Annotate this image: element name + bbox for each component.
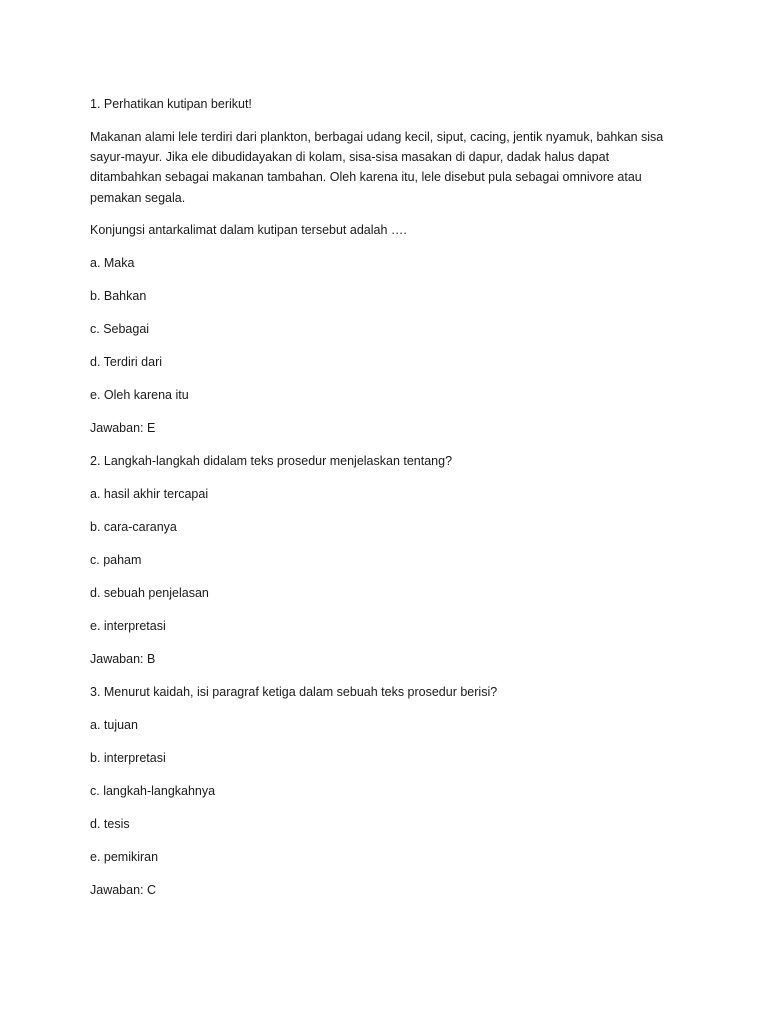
question-1-option-d: d. Terdiri dari	[90, 354, 163, 369]
passage-line: pemakan segala.	[90, 190, 186, 205]
question-3-option-d: d. tesis	[90, 816, 130, 831]
question-2-answer: Jawaban: B	[90, 651, 156, 666]
question-3-option-b: b. interpretasi	[90, 750, 166, 765]
question-2-option-e: e. interpretasi	[90, 618, 166, 633]
question-1-prompt: 1. Perhatikan kutipan berikut!	[90, 97, 252, 111]
question-2-option-a: a. hasil akhir tercapai	[90, 486, 209, 501]
question-3-prompt: 3. Menurut kaidah, isi paragraf ketiga dalam sebuah teks prosedur berisi?	[90, 684, 498, 699]
passage-line: ditambahkan sebagai makanan tambahan. Oleh karena itu, lele disebut pula sebagai omnivore atau	[90, 170, 642, 185]
question-1-option-a: a. Maka	[90, 255, 135, 270]
question-2-option-b: b. cara-caranya	[90, 519, 177, 534]
passage-line: Makanan alami lele terdiri dari plankton, berbagai udang kecil, siput, cacing, jentik nyamuk, bahkan sisa	[90, 130, 664, 144]
question-3-answer: Jawaban: C	[90, 882, 157, 897]
question-2-option-d: d. sebuah penjelasan	[90, 585, 209, 600]
question-2-option-c: c. paham	[90, 552, 142, 567]
question-1-answer: Jawaban: E	[90, 420, 156, 435]
passage-line: sayur-mayur. Jika ele dibudidayakan di kolam, sisa-sisa masakan di dapur, dadak halus dapat	[90, 150, 610, 165]
question-3-option-c: c. langkah-langkahnya	[90, 783, 216, 798]
question-1-passage	[90, 127, 680, 208]
document-page	[90, 94, 680, 913]
question-3-option-e: e. pemikiran	[90, 849, 159, 864]
question-1-stem: Konjungsi antarkalimat dalam kutipan tersebut adalah ….	[90, 222, 407, 237]
question-3-option-a: a. tujuan	[90, 717, 138, 732]
question-1-option-c: c. Sebagai	[90, 321, 150, 336]
question-2-prompt: 2. Langkah-langkah didalam teks prosedur menjelaskan tentang?	[90, 453, 453, 468]
question-1-option-b: b. Bahkan	[90, 288, 147, 303]
question-1-option-e: e. Oleh karena itu	[90, 387, 189, 402]
